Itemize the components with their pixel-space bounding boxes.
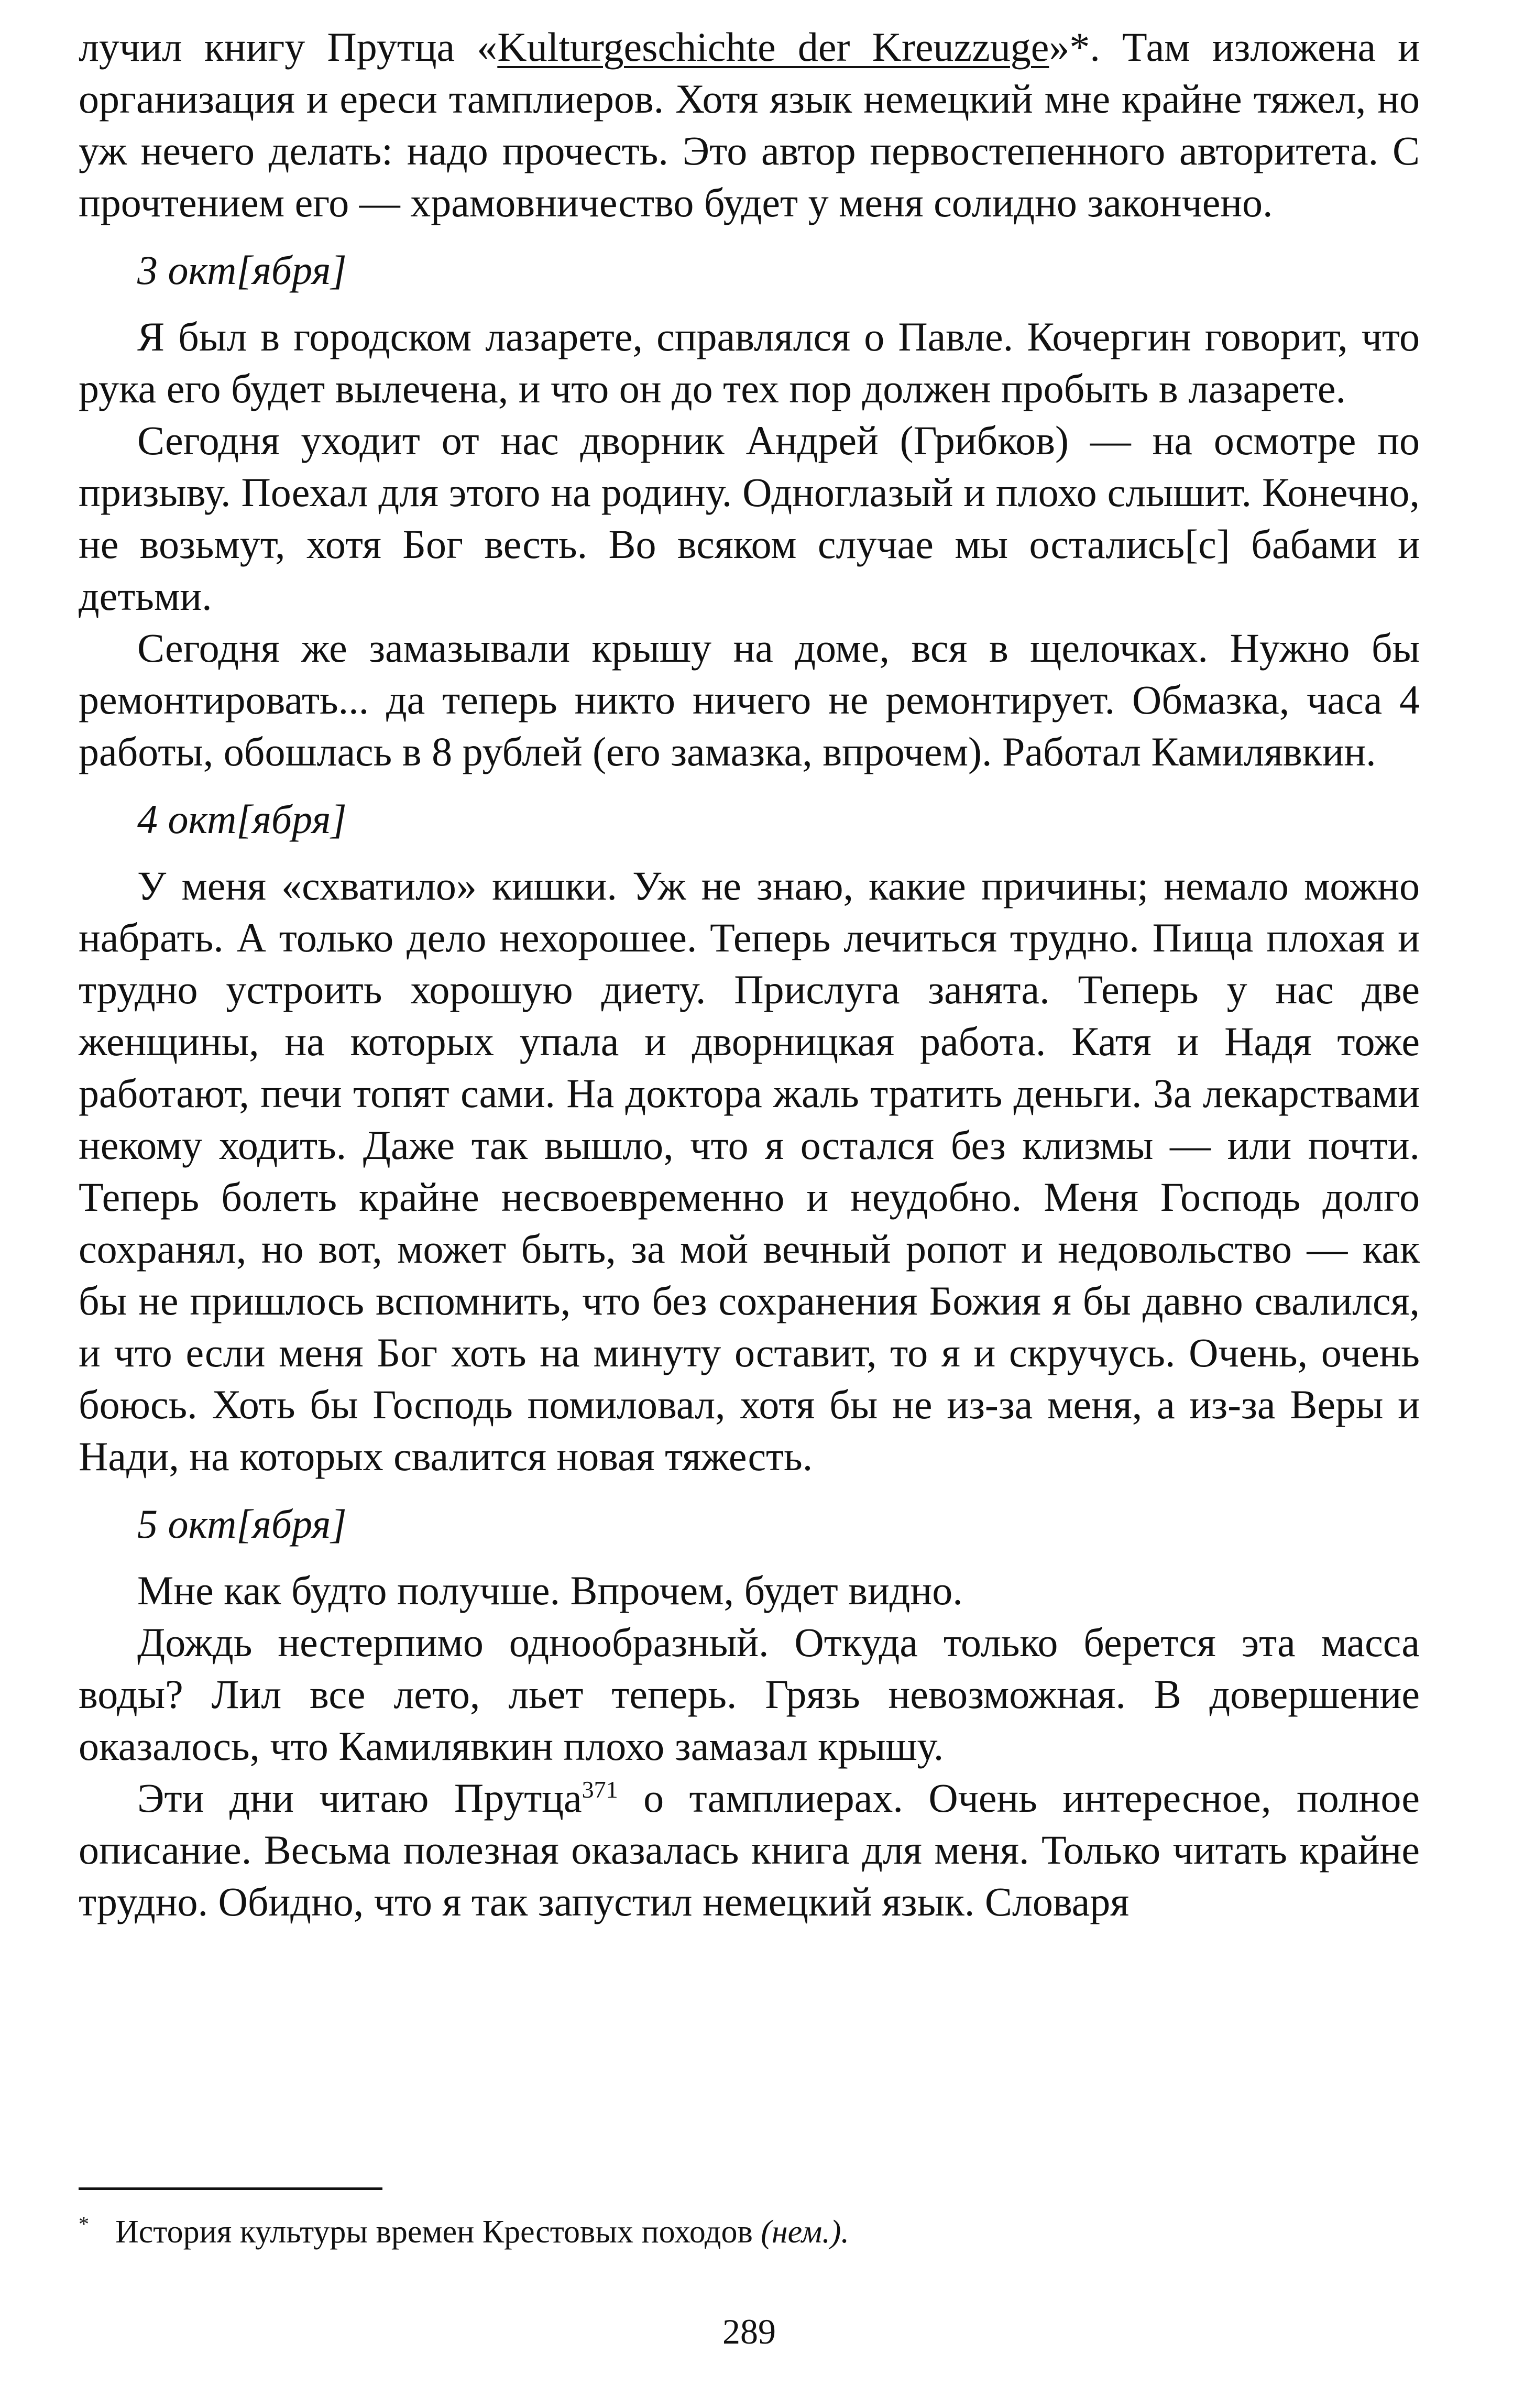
page-number: 289 <box>722 2312 776 2351</box>
diary-paragraph: Сегодня же замазывали крышу на доме, вся в щелочках. Нужно бы ремонтировать... да теперь никто ничего не ремонтирует. Обмазка, часа 4 работы, обошлась в 8 рублей (его замазка, впрочем). Работал Камилявкин. <box>79 625 1420 774</box>
diary-date-heading: 4 окт[ября] <box>137 796 347 842</box>
paragraph-text: лучил книгу Прутца « <box>79 24 498 70</box>
footnote-text: История культуры времен Крестовых походов <box>115 2214 761 2250</box>
document-page <box>79 21 1420 2389</box>
paragraph-continuation <box>79 21 1420 228</box>
diary-paragraph: Дождь нестерпимо однообразный. Откуда только берется эта масса воды? Лил все лето, льет теперь. Грязь невозможная. В довершение оказалось, что Камилявкин плохо замазал крышу. <box>79 1619 1420 1769</box>
footnote-separator <box>79 2187 382 2190</box>
diary-paragraph: У меня «схватило» кишки. Уж не знаю, какие причины; немало можно набрать. А только дело нехорошее. Теперь лечиться трудно. Пища плохая и трудно устроить хорошую диету. Прислуга занята. Теперь у нас две женщины, на которых упала и дворницкая работа. Катя и Надя тоже работают, печи топят сами. На доктора жаль тратить деньги. За лекарствами некому ходить. Даже так вышло, что я остался без клизмы — или почти. Теперь болеть крайне несвоевременно и неудобно. Меня Господь долго сохранял, но вот, может быть, за мой вечный ропот и недовольство — как бы не пришлось вспомнить, что без сохранения Божия я бы давно свалился, и что если меня Бог хоть на минуту оставит, то я и скручусь. Очень, очень боюсь. Хоть бы Господь помиловал, хотя бы не из-за меня, а из-за Веры и Нади, на которых свалится новая тяжесть. <box>79 863 1420 1479</box>
book-title-underlined: Kulturgeschichte der Kreuzzuge <box>497 24 1049 70</box>
diary-paragraph: Я был в городском лазарете, справлялся о Павле. Кочергин говорит, что рука его будет вылечена, и что он до тех пор должен пробыть в лазарете. <box>79 314 1420 411</box>
footnote-language-note: (нем.). <box>761 2214 849 2250</box>
diary-paragraph: Мне как будто получше. Впрочем, будет видно. <box>137 1568 963 1613</box>
paragraph-text: »*. Там изложена и организация и ереси тамплиеров. Хотя язык немецкий мне крайне тяжел, но уж нечего делать: надо прочесть. Это автор первостепенного авторитета. С прочтением его — храмовничество будет у меня солидно закончено. <box>79 24 1420 225</box>
paragraph-text: о тамплиерах. Очень интересное, полное описание. Весьма полезная оказалась книга для меня. Только читать крайне трудно. Обидно, что я так запустил немецкий язык. Словаря <box>79 1775 1420 1924</box>
footnote: * История культуры времен Крестовых походов (нем.). <box>79 2212 849 2250</box>
endnote-reference: 371 <box>582 1776 618 1803</box>
diary-paragraph: Сегодня уходит от нас дворник Андрей (Грибков) — на осмотре по призыву. Поехал для этого на родину. Одноглазый и плохо слышит. Конечно, не возьмут, хотя Бог весть. Во всяком случае мы остались[с] бабами и детьми. <box>79 418 1420 619</box>
diary-date-heading: 5 окт[ября] <box>137 1501 347 1547</box>
diary-paragraph <box>79 1772 1420 1928</box>
paragraph-text: Эти дни читаю Прутца <box>137 1775 582 1821</box>
diary-date-heading: 3 окт[ября] <box>137 247 347 293</box>
